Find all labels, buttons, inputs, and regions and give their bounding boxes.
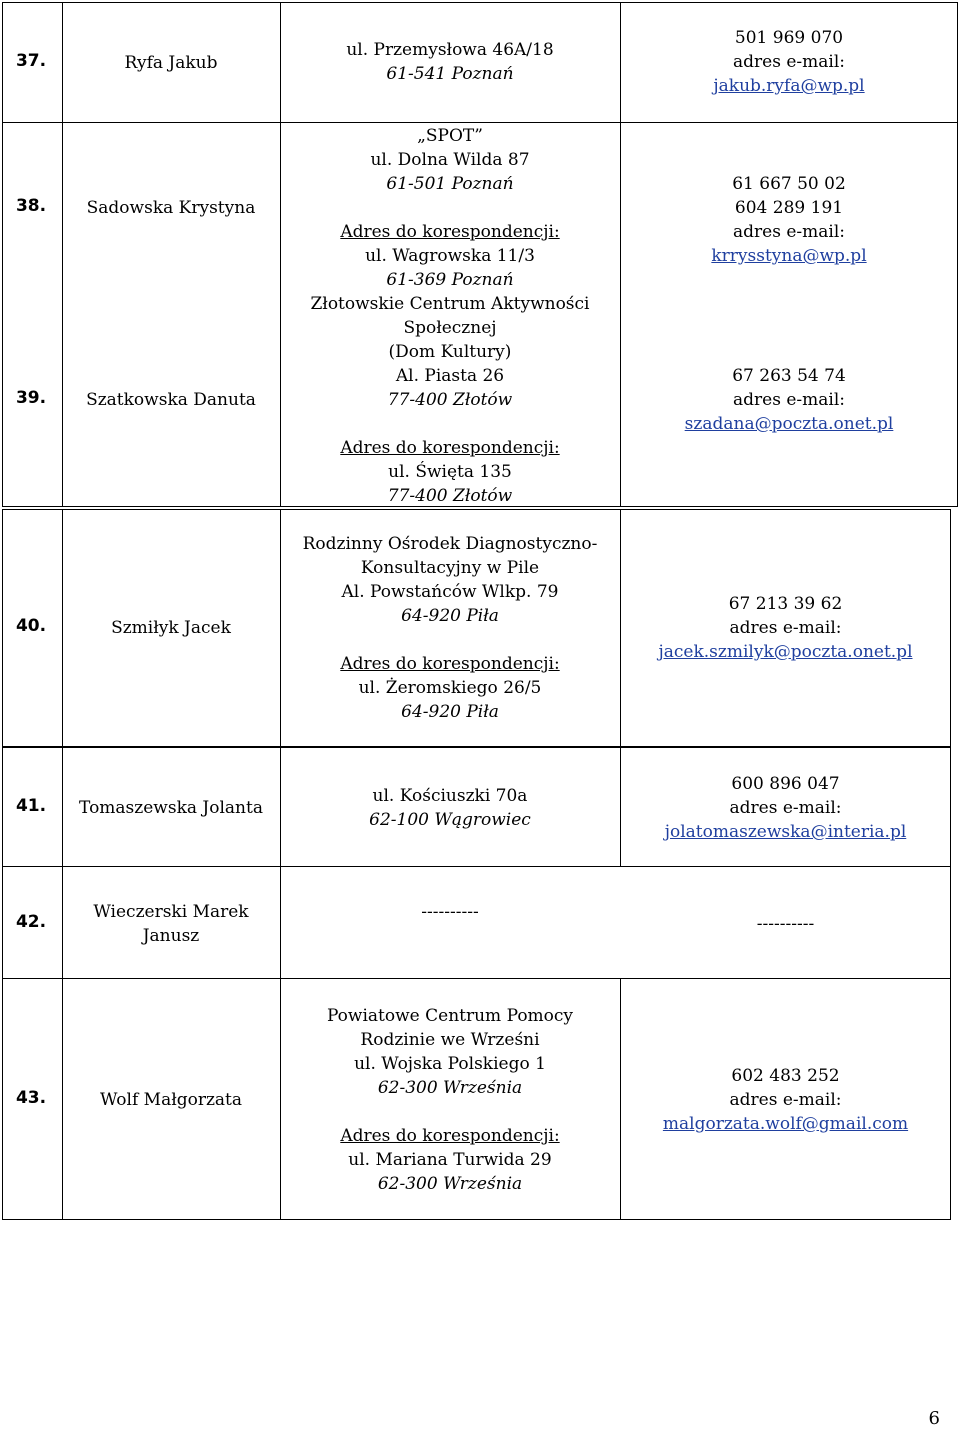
phone: 602 483 252 bbox=[731, 1066, 840, 1086]
address bbox=[280, 532, 620, 724]
row-divider bbox=[2, 978, 951, 979]
email-link[interactable]: jakub.ryfa@wp.pl bbox=[713, 76, 865, 96]
address-line: ul. Dolna Wilda 87 bbox=[370, 150, 530, 170]
contact bbox=[620, 1064, 951, 1136]
address-line: ul. Przemysłowa 46A/18 bbox=[346, 40, 554, 60]
row-number: 40. bbox=[15, 616, 47, 636]
postal-city: 77-400 Złotów bbox=[387, 390, 513, 410]
row-number: 41. bbox=[15, 796, 47, 816]
corr-address-line: ul. Wagrowska 11/3 bbox=[365, 246, 535, 266]
phone: 604 289 191 bbox=[734, 198, 844, 218]
person-name: Szmiłyk Jacek bbox=[111, 618, 231, 638]
email-link[interactable]: jacek.szmilyk@poczta.onet.pl bbox=[658, 642, 913, 662]
correspondence-label: Adres do korespondencji: bbox=[340, 222, 560, 242]
postal-city: 62-100 Wągrowiec bbox=[369, 810, 531, 830]
contact bbox=[620, 592, 951, 664]
corr-postal-city: 64-920 Piła bbox=[401, 702, 499, 722]
email-label: adres e-mail: bbox=[733, 52, 845, 72]
phone: 67 213 39 62 bbox=[728, 594, 843, 614]
contact bbox=[620, 364, 958, 436]
row-number: 38. bbox=[15, 196, 47, 216]
phone: 600 896 047 bbox=[731, 774, 840, 794]
corr-address-line: ul. Żeromskiego 26/5 bbox=[358, 678, 542, 698]
row-divider bbox=[2, 122, 958, 123]
institution-name: Złotowskie Centrum Aktywności bbox=[310, 294, 590, 314]
corr-address-line: ul. Mariana Turwida 29 bbox=[348, 1150, 552, 1170]
institution-name: „SPOT” bbox=[417, 126, 483, 146]
address bbox=[280, 1004, 620, 1196]
correspondence-label: Adres do korespondencji: bbox=[340, 438, 560, 458]
contact bbox=[620, 172, 958, 268]
row-number: 42. bbox=[15, 912, 47, 932]
postal-city: 62-300 Września bbox=[377, 1078, 523, 1098]
person-name: Sadowska Krystyna bbox=[86, 198, 256, 218]
postal-city: 61-541 Poznań bbox=[386, 64, 514, 84]
person-name: Tomaszewska Jolanta bbox=[79, 798, 263, 818]
person-name bbox=[62, 900, 280, 948]
correspondence-label: Adres do korespondencji: bbox=[340, 654, 560, 674]
row-number: 37. bbox=[15, 51, 47, 71]
institution-name: (Dom Kultury) bbox=[388, 342, 512, 362]
email-link[interactable]: malgorzata.wolf@gmail.com bbox=[662, 1114, 909, 1134]
email-label: adres e-mail: bbox=[729, 1090, 842, 1110]
corr-address-line: ul. Święta 135 bbox=[388, 462, 512, 482]
person-name: Wolf Małgorzata bbox=[99, 1090, 243, 1110]
address bbox=[280, 38, 620, 86]
email-link[interactable]: krrysstyna@wp.pl bbox=[711, 246, 867, 266]
address bbox=[280, 784, 620, 832]
row-number: 43. bbox=[15, 1088, 47, 1108]
address bbox=[280, 292, 620, 508]
address bbox=[280, 124, 620, 292]
phone: 61 667 50 02 bbox=[732, 174, 846, 194]
person-name-line: Wieczerski Marek bbox=[93, 902, 249, 922]
email-label: adres e-mail: bbox=[733, 222, 845, 242]
correspondence-label: Adres do korespondencji: bbox=[340, 1126, 560, 1146]
email-label: adres e-mail: bbox=[729, 798, 842, 818]
postal-city: 61-501 Poznań bbox=[386, 174, 514, 194]
institution-name: Społecznej bbox=[403, 318, 497, 338]
person-name-line: Janusz bbox=[142, 926, 200, 946]
address-line: Al. Piasta 26 bbox=[395, 366, 505, 386]
email-label: adres e-mail: bbox=[733, 390, 845, 410]
address-line: ul. Wojska Polskiego 1 bbox=[354, 1054, 546, 1074]
contact-empty: ---------- bbox=[756, 914, 815, 934]
row-number: 39. bbox=[15, 388, 47, 408]
page-number: 6 bbox=[928, 1408, 940, 1429]
corr-postal-city: 62-300 Września bbox=[377, 1174, 523, 1194]
contact bbox=[620, 26, 958, 98]
institution-name: Powiatowe Centrum Pomocy bbox=[326, 1006, 574, 1026]
institution-name: Rodzinny Ośrodek Diagnostyczno- bbox=[302, 534, 598, 554]
person-name: Szatkowska Danuta bbox=[86, 390, 256, 410]
col-divider bbox=[62, 2, 63, 507]
corr-postal-city: 77-400 Złotów bbox=[387, 486, 513, 506]
person-name: Ryfa Jakub bbox=[124, 53, 218, 73]
row-divider bbox=[2, 866, 951, 867]
postal-city: 64-920 Piła bbox=[401, 606, 499, 626]
address-empty: ---------- bbox=[421, 902, 479, 922]
corr-postal-city: 61-369 Poznań bbox=[386, 270, 514, 290]
email-label: adres e-mail: bbox=[729, 618, 842, 638]
institution-name: Konsultacyjny w Pile bbox=[360, 558, 540, 578]
phone: 67 263 54 74 bbox=[732, 366, 846, 386]
email-link[interactable]: jolatomaszewska@interia.pl bbox=[664, 822, 907, 842]
email-link[interactable]: szadana@poczta.onet.pl bbox=[684, 414, 894, 434]
phone: 501 969 070 bbox=[734, 28, 844, 48]
contact bbox=[620, 772, 951, 844]
address-line: Al. Powstańców Wlkp. 79 bbox=[341, 582, 559, 602]
address-line: ul. Kościuszki 70a bbox=[372, 786, 528, 806]
institution-name: Rodzinie we Wrześni bbox=[360, 1030, 540, 1050]
